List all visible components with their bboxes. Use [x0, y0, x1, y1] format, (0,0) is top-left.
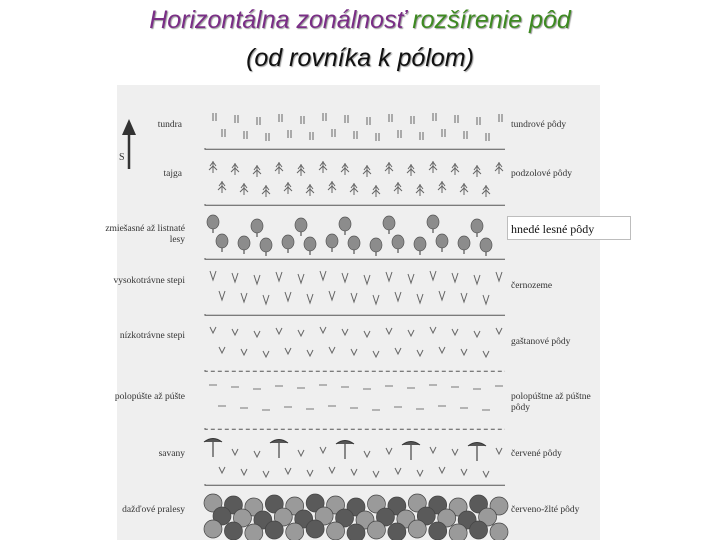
tall-grass-icon	[408, 274, 414, 283]
deciduous-tree-icon	[282, 235, 294, 249]
short-grass-icon	[483, 351, 489, 357]
north-label: S	[119, 152, 125, 163]
short-grass-icon	[461, 349, 467, 355]
deciduous-tree-icon	[238, 236, 250, 250]
acacia-icon	[496, 448, 502, 454]
tall-grass-icon	[496, 272, 502, 281]
slide-title	[0, 4, 720, 36]
acacia-icon	[329, 467, 335, 473]
acacia-icon	[298, 450, 304, 456]
short-grass-icon	[395, 348, 401, 354]
tall-grass-icon	[241, 293, 247, 302]
tall-grass-icon	[461, 293, 467, 302]
acacia-icon	[417, 470, 423, 476]
zone-boundary	[205, 148, 505, 149]
acacia-icon	[285, 468, 291, 474]
tall-grass-icon	[320, 271, 326, 280]
short-grass-icon	[474, 331, 480, 337]
deciduous-tree-icon	[480, 238, 492, 252]
tall-grass-icon	[474, 275, 480, 284]
deciduous-tree-icon	[392, 235, 404, 249]
tall-grass-icon	[285, 292, 291, 301]
tall-grass-icon	[386, 272, 392, 281]
zone-boundary	[205, 204, 505, 205]
slide-subtitle: (od rovníka k pólom)	[246, 44, 474, 72]
zonation-illustration	[117, 85, 600, 540]
soil-label-red-yellow: červeno-žlté pôdy	[511, 505, 580, 515]
acacia-icon	[336, 441, 354, 445]
acacia-icon	[373, 471, 379, 477]
acacia-icon	[307, 470, 313, 476]
acacia-icon	[430, 447, 436, 453]
deciduous-tree-icon	[260, 238, 272, 252]
short-grass-icon	[351, 349, 357, 355]
zone-boundary	[205, 258, 505, 259]
tall-grass-icon	[298, 274, 304, 283]
short-grass-icon	[276, 328, 282, 334]
tall-grass-icon	[364, 275, 370, 284]
deciduous-tree-icon	[304, 237, 316, 251]
rainforest-icon	[286, 523, 304, 540]
rainforest-icon	[224, 522, 242, 540]
tall-grass-icon	[373, 295, 379, 304]
deciduous-tree-icon	[414, 237, 426, 251]
soil-label-chernozem: černozeme	[511, 281, 553, 291]
acacia-icon	[395, 468, 401, 474]
soil-label-chestnut: gaštanové pôdy	[511, 337, 571, 347]
soil-label-semidesert: polopúštne až púštne pôdy	[511, 392, 591, 413]
zone-label-mixed-forest: zmiešasné až listnaté lesy	[105, 224, 185, 245]
short-grass-icon	[241, 349, 247, 355]
zone-boundary	[205, 370, 505, 371]
zone-label-tall-steppe: vysokotrávne stepi	[113, 276, 185, 286]
tall-grass-icon	[351, 293, 357, 302]
tall-grass-icon	[329, 291, 335, 300]
rainforest-icon	[347, 524, 365, 540]
deciduous-tree-icon	[251, 219, 263, 233]
acacia-icon	[254, 451, 260, 457]
tall-grass-icon	[342, 273, 348, 282]
rainforest-icon	[204, 520, 222, 538]
tall-grass-icon	[439, 291, 445, 300]
zone-label-tajga: tajga	[163, 169, 182, 179]
acacia-icon	[204, 439, 222, 443]
short-grass-icon	[452, 329, 458, 335]
short-grass-icon	[320, 327, 326, 333]
rainforest-icon	[367, 521, 385, 539]
zone-label-tundra: tundra	[157, 120, 182, 130]
acacia-icon	[402, 442, 420, 446]
tall-grass-icon	[395, 292, 401, 301]
short-grass-icon	[439, 347, 445, 353]
soil-zonation-figure	[105, 85, 600, 540]
deciduous-tree-icon	[427, 215, 439, 229]
zone-label-rainforest: dažďové pralesy	[122, 505, 185, 515]
tall-grass-icon	[417, 294, 423, 303]
deciduous-tree-icon	[471, 219, 483, 233]
deciduous-tree-icon	[383, 216, 395, 230]
tall-grass-icon	[232, 273, 238, 282]
short-grass-icon	[373, 351, 379, 357]
tall-grass-icon	[276, 272, 282, 281]
acacia-icon	[241, 469, 247, 475]
short-grass-icon	[408, 330, 414, 336]
rainforest-icon	[265, 521, 283, 539]
short-grass-icon	[496, 328, 502, 334]
short-grass-icon	[386, 328, 392, 334]
soil-label-podzol: podzolové pôdy	[511, 169, 572, 179]
deciduous-tree-icon	[370, 238, 382, 252]
short-grass-icon	[210, 327, 216, 333]
rainforest-icon	[429, 522, 447, 540]
zone-boundary	[205, 314, 505, 315]
deciduous-tree-icon	[207, 215, 219, 229]
acacia-icon	[461, 469, 467, 475]
short-grass-icon	[232, 329, 238, 335]
deciduous-tree-icon	[295, 218, 307, 232]
acacia-icon	[439, 467, 445, 473]
title-part-2: rozšírenie pôd	[412, 6, 571, 34]
short-grass-icon	[364, 331, 370, 337]
rainforest-icon	[408, 520, 426, 538]
acacia-icon	[320, 447, 326, 453]
rainforest-icon	[388, 523, 406, 540]
short-grass-icon	[430, 327, 436, 333]
zone-label-short-steppe: nízkotrávne stepi	[119, 331, 185, 341]
short-grass-icon	[329, 347, 335, 353]
soil-label-red: červené pôdy	[511, 449, 562, 459]
acacia-icon	[270, 440, 288, 444]
deciduous-tree-icon	[326, 234, 338, 248]
acacia-icon	[364, 451, 370, 457]
acacia-icon	[386, 448, 392, 454]
deciduous-tree-icon	[216, 234, 228, 248]
deciduous-tree-icon	[339, 217, 351, 231]
short-grass-icon	[342, 329, 348, 335]
tall-grass-icon	[483, 295, 489, 304]
tall-grass-icon	[430, 271, 436, 280]
short-grass-icon	[417, 350, 423, 356]
short-grass-icon	[285, 348, 291, 354]
zone-boundary	[205, 428, 505, 429]
deciduous-tree-icon	[458, 236, 470, 250]
zone-label-savanna: savany	[158, 449, 185, 459]
acacia-icon	[232, 449, 238, 455]
short-grass-icon	[263, 351, 269, 357]
tall-grass-icon	[210, 271, 216, 280]
acacia-icon	[452, 449, 458, 455]
deciduous-tree-icon	[436, 234, 448, 248]
tall-grass-icon	[307, 294, 313, 303]
short-grass-icon	[219, 347, 225, 353]
short-grass-icon	[254, 331, 260, 337]
soil-label-tundra: tundrové pôdy	[511, 120, 567, 130]
tall-grass-icon	[254, 275, 260, 284]
brown-forest-soil-callout: hnedé lesné pôdy	[507, 216, 631, 240]
acacia-icon	[351, 469, 357, 475]
title-part-1: Horizontálna zonálnosť	[149, 6, 406, 34]
acacia-icon	[483, 471, 489, 477]
acacia-icon	[219, 467, 225, 473]
rainforest-icon	[470, 521, 488, 539]
zone-label-semidesert: polopúšte až púšte	[114, 392, 185, 402]
tall-grass-icon	[219, 291, 225, 300]
short-grass-icon	[307, 350, 313, 356]
rainforest-icon	[306, 520, 324, 538]
rainforest-icon	[449, 524, 467, 540]
tall-grass-icon	[263, 295, 269, 304]
acacia-icon	[468, 443, 486, 447]
rainforest-icon	[490, 523, 508, 540]
deciduous-tree-icon	[348, 236, 360, 250]
acacia-icon	[263, 471, 269, 477]
rainforest-icon	[245, 524, 263, 540]
tall-grass-icon	[452, 273, 458, 282]
zone-boundary	[205, 484, 505, 485]
short-grass-icon	[298, 330, 304, 336]
rainforest-icon	[327, 522, 345, 540]
